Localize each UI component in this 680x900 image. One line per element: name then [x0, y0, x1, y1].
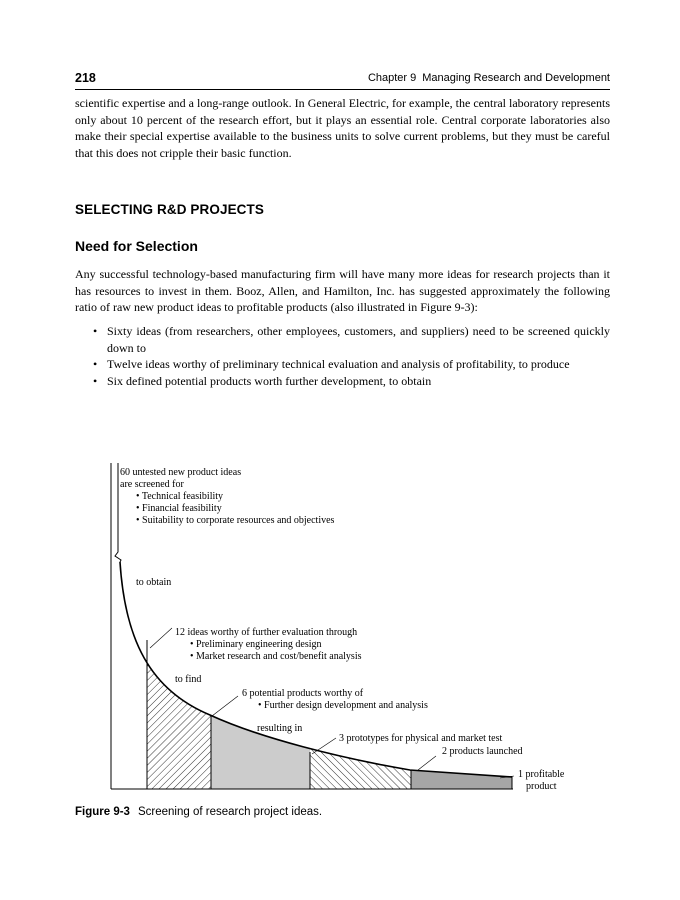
chapter-label: Chapter 9	[367, 72, 417, 84]
bullet-text: Six defined potential products worth further development, to obtain	[107, 373, 432, 388]
stage-6-line1: 6 potential products worthy of	[242, 688, 364, 699]
bullet-glyph: •	[93, 357, 98, 371]
chapter-title: Managing Research and Development	[422, 72, 610, 84]
bullet-glyph: •	[93, 373, 98, 388]
stage-60-item: • Suitability to corporate resources and objectives	[136, 515, 335, 526]
paragraph-selection: Any successful technology-based manufacturing firm will have many more ideas for research projects than it has resources to invest in them. Booz, Allen, and Hamilton, Inc. has suggested approximately the following ratio of raw new product ideas to profitable products (also illustrated in Figure 9-3):	[75, 267, 610, 314]
stage-1-line1: 1 profitable	[518, 769, 565, 780]
section-heading: SELECTING R&D PROJECTS	[75, 202, 264, 217]
leader-2	[418, 756, 436, 770]
leader-12	[150, 628, 172, 648]
stage-60-item: • Financial feasibility	[136, 503, 222, 514]
to-find-label: to find	[175, 674, 202, 685]
leader-6	[212, 696, 238, 716]
stage-3-label: 3 prototypes for physical and market test	[339, 733, 503, 744]
figure-caption	[75, 806, 322, 818]
stage-1-line2: product	[526, 781, 557, 792]
bullet-text: Sixty ideas (from researchers, other employees, customers, and suppliers) need to be screened quickly down to	[107, 324, 610, 355]
stage-12-item: • Preliminary engineering design	[190, 639, 322, 650]
to-obtain-label: to obtain	[136, 577, 172, 588]
stage-60-line2: are screened for	[120, 479, 184, 490]
stage-12-line1: 12 ideas worthy of further evaluation through	[175, 627, 358, 638]
bullet-glyph: •	[93, 324, 98, 338]
bullet-text: Twelve ideas worthy of preliminary technical evaluation and analysis of profitability, to produce	[107, 357, 570, 371]
stage-12-item: • Market research and cost/benefit analysis	[190, 651, 362, 662]
stage-60-line1: 60 untested new product ideas	[120, 467, 242, 478]
resulting-in-label: resulting in	[257, 723, 303, 734]
paragraph-intro: scientific expertise and a long-range outlook. In General Electric, for example, the central laboratory represents only about 10 percent of the research effort, but it plays an essential role. Central corporate laboratories also make their special expertise available to the business units to solve current problems, but they must be careful that this does not cripple their basic function.	[75, 96, 610, 160]
stage-2-label: 2 products launched	[442, 746, 523, 757]
stage-6-item: • Further design development and analysis	[258, 700, 428, 711]
subsection-heading: Need for Selection	[75, 238, 198, 254]
stage-60-item: • Technical feasibility	[136, 491, 224, 502]
stage-6-fill	[211, 560, 310, 790]
stage-3-hatch	[310, 560, 411, 790]
caption-text: Screening of research project ideas.	[137, 806, 323, 818]
page-number: 218	[75, 71, 96, 85]
caption-label: Figure 9-3	[75, 806, 130, 818]
